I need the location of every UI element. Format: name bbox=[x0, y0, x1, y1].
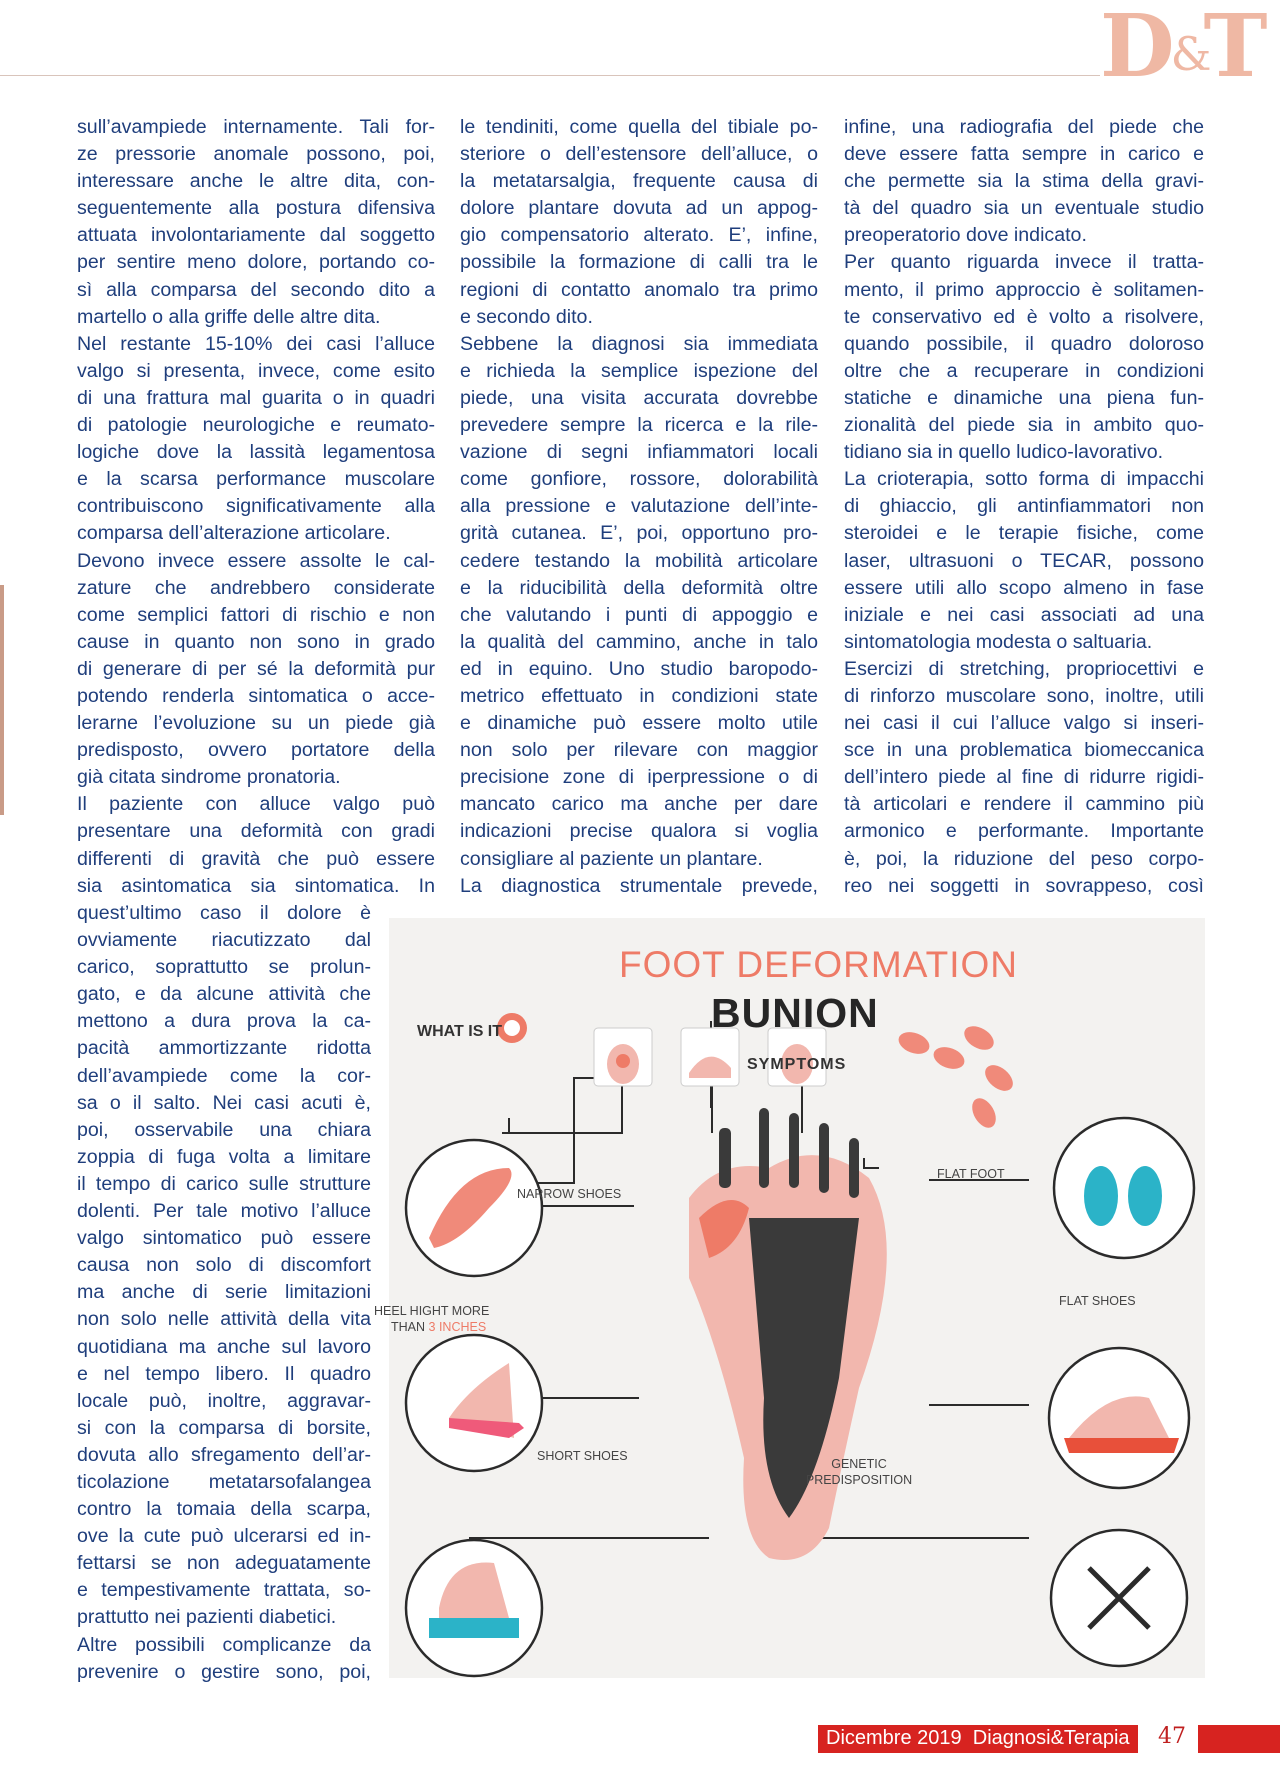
page-edge-decoration bbox=[0, 585, 4, 815]
text-line: seguentemente alla postura difensiva bbox=[77, 197, 435, 220]
text-line: sia asintomatica sia sintomatica. In bbox=[77, 874, 435, 897]
infographic-subtitle: BUNION bbox=[711, 990, 879, 1036]
text-line: predisposto, ovvero portatore della bbox=[77, 739, 435, 762]
header-rule bbox=[0, 75, 1100, 76]
text-line: La diagnostica strumentale prevede, bbox=[460, 874, 818, 897]
text-line: precisione zone di iperpressione o di bbox=[460, 766, 818, 789]
text-line: deve essere fatta sempre in carico e bbox=[844, 143, 1204, 166]
text-line: che permette sia la stima della gravi- bbox=[844, 170, 1204, 193]
text-line: Nel restante 15-10% dei casi l’alluce bbox=[77, 332, 435, 355]
text-line: prevedere sempre la ricerca e la rile- bbox=[460, 414, 818, 437]
text-line: te conservativo ed è volto a risolvere, bbox=[844, 305, 1204, 328]
text-line: zionalità del piede sia in ambito quo- bbox=[844, 414, 1204, 437]
text-line: potendo renderla sintomatica o acce- bbox=[77, 684, 435, 707]
text-line: lerarne l’evoluzione su un piede già bbox=[77, 712, 435, 735]
text-line: cause in quanto non sono in grado bbox=[77, 630, 435, 653]
text-line: mento, il primo approccio è solitamen- bbox=[844, 278, 1204, 301]
text-line: e dinamiche può essere molto utile bbox=[460, 712, 818, 735]
text-line: quotidiana ma anche sul lavoro bbox=[77, 1335, 371, 1358]
text-line: possibile la formazione di calli tra le bbox=[460, 251, 818, 274]
magazine-logo bbox=[1100, 0, 1262, 97]
text-line: steroidei e le terapie fisiche, come bbox=[844, 522, 1204, 545]
heel-height-line-2 bbox=[374, 1319, 489, 1335]
text-line: e tempestivamente trattata, so- bbox=[77, 1579, 371, 1602]
logo-ampersand: & bbox=[1170, 27, 1206, 81]
text-line: non solo per rilevare con maggior bbox=[460, 739, 818, 762]
flat-foot-right-icon bbox=[1128, 1166, 1162, 1226]
text-line: infine, una radiografia del piede che bbox=[844, 116, 1204, 138]
text-line: le tendiniti, come quella del tibiale po- bbox=[460, 116, 818, 138]
flat-foot-circle bbox=[1054, 1118, 1194, 1258]
footprints-icon bbox=[896, 1021, 1018, 1132]
text-line: Il paziente con alluce valgo può bbox=[77, 793, 435, 816]
footer-magazine: Diagnosi&Terapia bbox=[972, 1727, 1130, 1749]
text-line: già citata sindrome pronatoria. bbox=[77, 766, 341, 789]
text-line: si con la comparsa di borsite, bbox=[77, 1416, 371, 1439]
footer-issue: Dicembre 2019 bbox=[826, 1727, 962, 1749]
text-line: zoppia di fuga volta a limitare bbox=[77, 1145, 371, 1168]
text-line: armonico e performante. Importante bbox=[844, 820, 1204, 843]
text-line: carico, soprattutto se prolun- bbox=[77, 956, 371, 979]
column-3 bbox=[844, 114, 1204, 900]
short-shoe-icon bbox=[429, 1618, 519, 1638]
text-line: differenti di gravità che può essere bbox=[77, 847, 435, 870]
genetic-label bbox=[789, 1456, 929, 1488]
text-line: regioni di contatto anomalo tra primo bbox=[460, 278, 818, 301]
flat-foot-left-icon bbox=[1084, 1166, 1118, 1226]
infographic-title: FOOT DEFORMATION bbox=[619, 944, 1019, 985]
text-line: di una frattura mal guarita o in quadri bbox=[77, 386, 435, 409]
text-line: di generare di per sé la deformità pur bbox=[77, 657, 435, 680]
narrow-shoes-label: NARROW SHOES bbox=[517, 1187, 622, 1201]
text-line: martello o alla griffe delle altre dita. bbox=[77, 305, 381, 328]
text-line: tà articolari e rendere il cammino più bbox=[844, 793, 1204, 816]
text-line: valgo sintomatico può essere bbox=[77, 1227, 371, 1250]
text-line: Devono invece essere assolte le cal- bbox=[77, 549, 435, 572]
footer-bar-right bbox=[1198, 1725, 1280, 1753]
text-line: e richieda la semplice ispezione del bbox=[460, 359, 818, 382]
text-line: interessare anche le altre dita, con- bbox=[77, 170, 435, 193]
text-line: gato, e da alcune attività che bbox=[77, 983, 371, 1006]
page-number: 47 bbox=[1158, 1724, 1186, 1749]
text-line: e la riducibilità della deformità oltre bbox=[460, 576, 818, 599]
text-line: metrico effettuato in condizioni state bbox=[460, 684, 818, 707]
text-line: causa non solo di discomfort bbox=[77, 1254, 371, 1277]
text-line: fettarsi se non adeguatamente bbox=[77, 1552, 371, 1575]
text-line: attuata involontariamente dal soggetto bbox=[77, 224, 435, 247]
logo-d: D bbox=[1100, 0, 1169, 97]
column-1 bbox=[77, 114, 435, 900]
text-line: come semplici fattori di rischio e non bbox=[77, 603, 435, 626]
text-line: sull’avampiede internamente. Tali for- bbox=[77, 116, 435, 138]
text-line: valgo si presenta, invece, come esito bbox=[77, 359, 435, 382]
text-line: ma anche di serie limitazioni bbox=[77, 1281, 371, 1304]
text-line: tà del quadro sia un eventuale studio bbox=[844, 197, 1204, 220]
text-line: come gonfiore, rossore, dolorabilità bbox=[460, 468, 818, 491]
text-line: consigliare al paziente un plantare. bbox=[460, 847, 763, 870]
text-line: non solo nelle attività della vita bbox=[77, 1308, 371, 1331]
flat-foot-label: FLAT FOOT bbox=[937, 1167, 1005, 1181]
short-shoes-label: SHORT SHOES bbox=[537, 1449, 628, 1463]
text-line: cedere testando la mobilità articolare bbox=[460, 549, 818, 572]
text-line: sì alla comparsa del secondo dito a bbox=[77, 278, 435, 301]
text-line: tidiano sia in quello ludico-lavorativo. bbox=[844, 441, 1164, 464]
text-line: prattutto nei pazienti diabetici. bbox=[77, 1606, 337, 1629]
text-line: grità cutanea. E’, poi, opportuno pro- bbox=[460, 522, 818, 545]
text-line: di patologie neurologiche e reumato- bbox=[77, 414, 435, 437]
text-line: e nel tempo libero. Il quadro bbox=[77, 1362, 371, 1385]
text-line: poi, osservabile una chiara bbox=[77, 1118, 371, 1141]
text-line: dovuta allo sfregamento dell’ar- bbox=[77, 1443, 371, 1466]
text-line: comparsa dell’alterazione articolare. bbox=[77, 522, 391, 545]
text-line: quando possibile, il quadro doloroso bbox=[844, 332, 1204, 355]
text-line: Esercizi di stretching, propriocettivi e bbox=[844, 657, 1204, 680]
text-line: pacità ammortizzante ridotta bbox=[77, 1037, 371, 1060]
text-line: la metatarsalgia, frequente causa di bbox=[460, 170, 818, 193]
text-line: quest’ultimo caso il dolore è bbox=[77, 902, 371, 924]
text-line: dell’intero piede al fine di ridurre rigidi- bbox=[844, 766, 1204, 789]
text-line: è, poi, la riduzione del peso corpo- bbox=[844, 847, 1204, 870]
text-line: sintomatologia modesta o saltuaria. bbox=[844, 630, 1153, 653]
text-line: mettono a dura prova la ca- bbox=[77, 1010, 371, 1033]
text-line: che valutando i punti di appoggio e bbox=[460, 603, 818, 626]
what-is-it-label: WHAT IS IT bbox=[417, 1023, 503, 1040]
bunion-infographic bbox=[374, 918, 1205, 1678]
text-line: dolore plantare dovuta ad un appog- bbox=[460, 197, 818, 220]
text-line: Per quanto riguarda invece il tratta- bbox=[844, 251, 1204, 274]
text-line: zature che andrebbero considerate bbox=[77, 576, 435, 599]
text-line: contro la tomaia della scarpa, bbox=[77, 1498, 371, 1521]
text-line: oltre che a recuperare in condizioni bbox=[844, 359, 1204, 382]
text-line: preoperatorio dove indicato. bbox=[844, 224, 1087, 247]
heel-height-line-1: HEEL HIGHT MORE bbox=[374, 1304, 490, 1318]
text-line: indicazioni precise qualora si voglia bbox=[460, 820, 818, 843]
text-line: la qualità del cammino, anche in talo bbox=[460, 630, 818, 653]
text-line: vazione di segni infiammatori locali bbox=[460, 441, 818, 464]
text-line: contribuiscono significativamente alla bbox=[77, 495, 435, 518]
symptom-bunion-spot bbox=[616, 1054, 630, 1068]
text-line: il tempo di carico sulle strutture bbox=[77, 1172, 371, 1195]
text-line: alla pressione e valutazione dell’inte- bbox=[460, 495, 818, 518]
foot-skeleton-illustration bbox=[689, 1108, 887, 1560]
text-line: steriore o dell’estensore dell’alluce, o bbox=[460, 143, 818, 166]
text-line: prevenire o gestire sono, poi, bbox=[77, 1660, 371, 1683]
text-line: dell’avampiede come la cor- bbox=[77, 1064, 371, 1087]
text-line: nei casi il cui l’alluce valgo si inseri- bbox=[844, 712, 1204, 735]
text-line: sce in una problematica biomeccanica bbox=[844, 739, 1204, 762]
footer-caption bbox=[826, 1727, 1130, 1750]
text-line: per sentire meno dolore, portando co- bbox=[77, 251, 435, 274]
text-line: essere utili allo scopo almeno in fase bbox=[844, 576, 1204, 599]
flat-shoe-icon bbox=[1064, 1438, 1179, 1453]
text-line: ove la cute può ulcerarsi ed in- bbox=[77, 1525, 371, 1548]
text-line: Altre possibili complicanze da bbox=[77, 1633, 371, 1656]
text-line: Sebbene la diagnosi sia immediata bbox=[460, 332, 818, 355]
text-line: ed in equino. Uno studio baropodo- bbox=[460, 657, 818, 680]
text-line: e secondo dito. bbox=[460, 305, 593, 328]
text-line: logiche dove la lassità legamentosa bbox=[77, 441, 435, 464]
text-line: mancato carico ma anche per dare bbox=[460, 793, 818, 816]
text-line: dolenti. Per tale motivo l’alluce bbox=[77, 1200, 371, 1223]
text-line: iniziale e nei casi associati ad una bbox=[844, 603, 1204, 626]
text-line: di rinforzo muscolare sono, inoltre, utili bbox=[844, 684, 1204, 707]
text-line: laser, ultrasuoni o TECAR, possono bbox=[844, 549, 1204, 572]
heel-height-than: THAN bbox=[391, 1320, 426, 1334]
symptoms-label: SYMPTOMS bbox=[747, 1056, 847, 1073]
text-line: ovviamente riacutizzato dal bbox=[77, 929, 371, 952]
text-line: La crioterapia, sotto forma di impacchi bbox=[844, 468, 1204, 491]
flat-shoes-label: FLAT SHOES bbox=[1059, 1294, 1136, 1308]
text-line: e la scarsa performance muscolare bbox=[77, 468, 435, 491]
text-line: presentare una deformità con gradi bbox=[77, 820, 435, 843]
text-line: gio compensatorio alterato. E’, infine, bbox=[460, 224, 818, 247]
heel-height-inches: 3 INCHES bbox=[428, 1320, 487, 1334]
column-2 bbox=[460, 114, 818, 900]
text-line: locale può, inoltre, aggravar- bbox=[77, 1389, 371, 1412]
text-line: sa o il salto. Nei casi acuti è, bbox=[77, 1091, 371, 1114]
text-line: ze pressorie anomale possono, poi, bbox=[77, 143, 435, 166]
heel-height-label bbox=[374, 1303, 489, 1335]
text-line: di ghiaccio, gli antinfiammatori non bbox=[844, 495, 1204, 518]
genetic-line-2: PREDISPOSITION bbox=[805, 1473, 913, 1487]
text-line: statiche e dinamiche una piena fun- bbox=[844, 386, 1204, 409]
text-line: piede, una visita accurata dovrebbe bbox=[460, 386, 818, 409]
column-1-narrow bbox=[77, 900, 371, 1686]
genetic-line-1: GENETIC bbox=[831, 1457, 887, 1471]
text-line: ticolazione metatarsofalangea bbox=[77, 1470, 371, 1493]
text-line: reo nei soggetti in sovrappeso, così bbox=[844, 874, 1204, 897]
logo-t: T bbox=[1203, 0, 1262, 97]
